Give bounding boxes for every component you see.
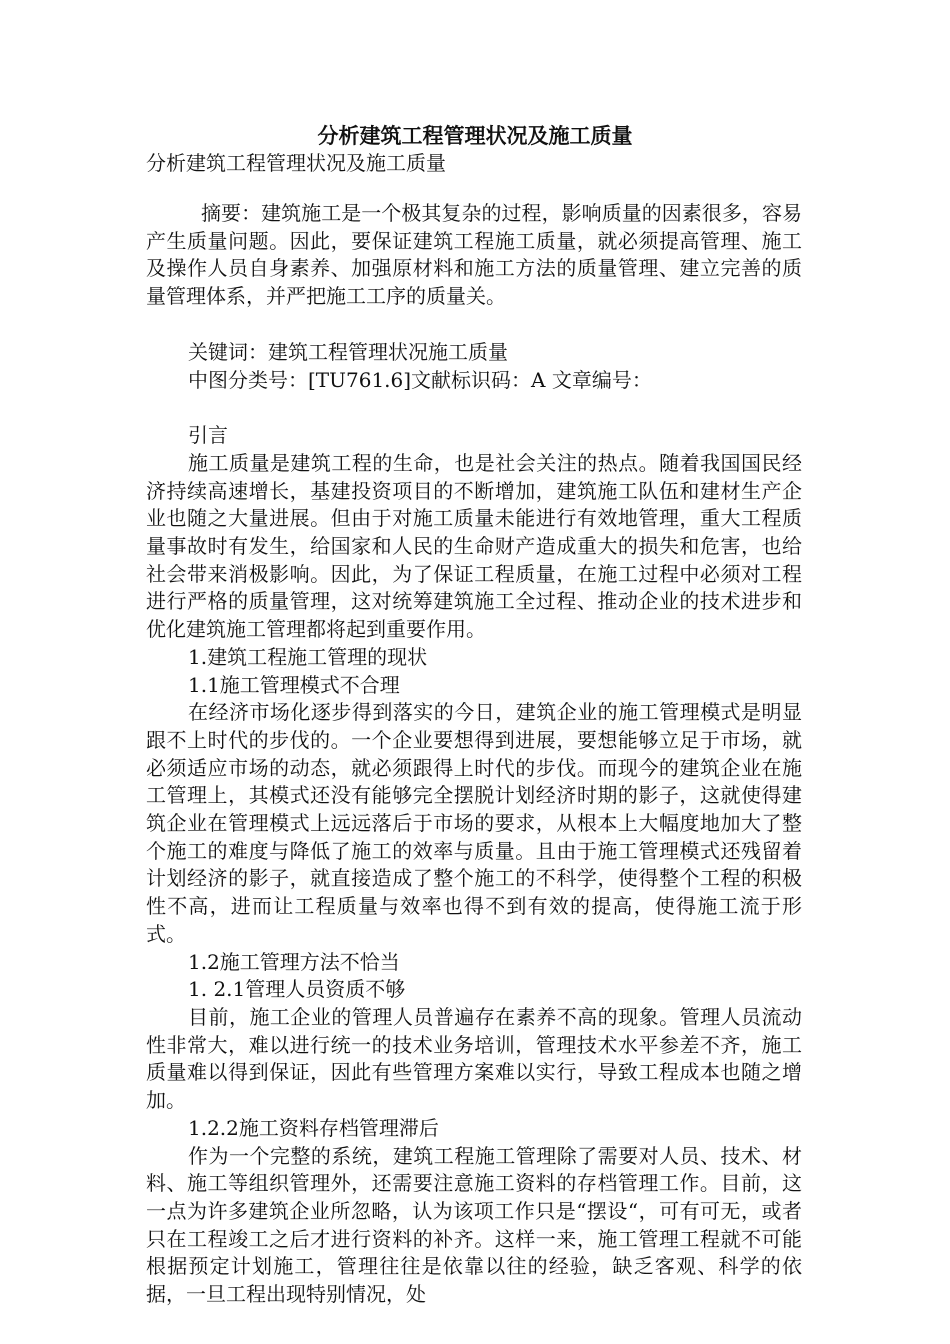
document-subtitle: 分析建筑工程管理状况及施工质量 — [146, 151, 446, 175]
section-paragraph: 目前，施工企业的管理人员普遍存在素养不高的现象。管理人员流动性非常大，难以进行统一的技术业务培训，管理技术水平参差不齐，施工质量难以得到保证，因此有些管理方案难以实行，导致工程成本也随之增加。 — [146, 1004, 802, 1113]
subsection-heading: 1.2施工管理方法不恰当 — [188, 949, 400, 974]
subsubsection-heading: 1.2.2施工资料存档管理滞后 — [188, 1115, 439, 1140]
section-paragraph: 作为一个完整的系统，建筑工程施工管理除了需要对人员、技术、材料、施工等组织管理外，还需要注意施工资料的存档管理工作。目前，这一点为许多建筑企业所忽略，认为该项工作只是“摆设“，可有可无，或者只在工程竣工之后才进行资料的补齐。这样一来，施工管理工程就不可能根据预定计划施工，管理往往是依靠以往的经验，缺乏客观、科学的依据，一旦工程出现特别情况，处 — [146, 1143, 802, 1307]
document-body — [146, 200, 802, 1309]
paragraph-spacer — [146, 311, 802, 339]
keywords-line: 关键词：建筑工程管理状况施工质量 — [188, 339, 508, 364]
section-heading: 1.建筑工程施工管理的现状 — [188, 644, 428, 669]
abstract-paragraph: 摘要：建筑施工是一个极其复杂的过程，影响质量的因素很多，容易产生质量问题。因此，要保证建筑工程施工质量，就必须提高管理、施工及操作人员自身素养、加强原材料和施工方法的质量管理、建立完善的质量管理体系，并严把施工工序的质量关。 — [146, 201, 802, 309]
document-title: 分析建筑工程管理状况及施工质量 — [317, 123, 633, 148]
section-paragraph: 在经济市场化逐步得到落实的今日，建筑企业的施工管理模式是明显跟不上时代的步伐的。一个企业要想得到进展，要想能够立足于市场，就必须适应市场的动态，就必须跟得上时代的步伐。而现今的建筑企业在施工管理上，其模式还没有能够完全摆脱计划经济时期的影子，这就使得建筑企业在管理模式上远远落后于市场的要求，从根本上大幅度地加大了整个施工的难度与降低了施工的效率与质量。且由于施工管理模式还残留着计划经济的影子，就直接造成了整个施工的不科学，使得整个工程的积极性不高，进而让工程质量与效率也得不到有效的提高，使得施工流于形式。 — [146, 700, 802, 946]
subsubsection-heading: 1. 2.1管理人员资质不够 — [188, 977, 406, 1002]
intro-paragraph: 施工质量是建筑工程的生命，也是社会关注的热点。随着我国国民经济持续高速增长，基建投资项目的不断增加，建筑施工队伍和建材生产企业也随之大量进展。但由于对施工质量未能进行有效地管理，重大工程质量事故时有发生，给国家和人民的生命财产造成重大的损失和危害，也给社会带来消极影响。因此，为了保证工程质量，在施工过程中必须对工程进行严格的质量管理，这对统筹建筑施工全过程、推动企业的技术进步和优化建筑施工管理都将起到重要作用。 — [146, 450, 802, 642]
paragraph-spacer — [146, 394, 802, 422]
classification-line: 中图分类号：[TU761.6]文献标识码：A 文章编号： — [188, 367, 652, 392]
subsection-heading: 1.1施工管理模式不合理 — [188, 672, 400, 697]
intro-heading: 引言 — [188, 423, 228, 448]
